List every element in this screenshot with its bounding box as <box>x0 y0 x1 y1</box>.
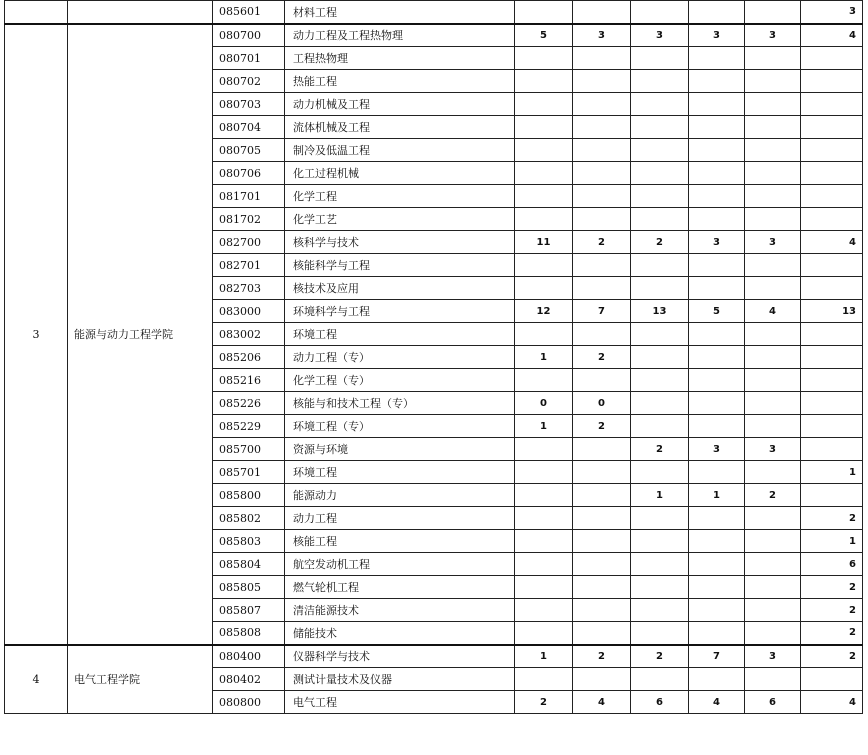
count-cell <box>745 116 801 139</box>
count-cell: 7 <box>689 645 745 668</box>
major-name-cell: 航空发动机工程 <box>285 553 515 576</box>
count-cell <box>745 392 801 415</box>
count-cell <box>573 162 631 185</box>
major-code-cell: 080701 <box>213 47 285 70</box>
count-cell <box>573 461 631 484</box>
count-cell <box>689 162 745 185</box>
count-cell <box>689 461 745 484</box>
major-code-cell: 085601 <box>213 1 285 24</box>
major-name-cell: 仪器科学与技术 <box>285 645 515 668</box>
count-cell <box>573 622 631 645</box>
count-cell <box>515 185 573 208</box>
major-name-cell: 测试计量技术及仪器 <box>285 668 515 691</box>
count-cell: 1 <box>801 530 863 553</box>
count-cell <box>689 277 745 300</box>
count-cell: 3 <box>689 231 745 254</box>
count-cell: 3 <box>631 24 689 47</box>
count-cell <box>573 484 631 507</box>
count-cell <box>745 668 801 691</box>
major-code-cell: 082700 <box>213 231 285 254</box>
count-cell: 12 <box>515 300 573 323</box>
major-code-cell: 085802 <box>213 507 285 530</box>
count-cell <box>801 392 863 415</box>
count-cell: 0 <box>515 392 573 415</box>
count-cell <box>573 576 631 599</box>
count-cell <box>689 576 745 599</box>
count-cell <box>689 208 745 231</box>
count-cell: 2 <box>801 645 863 668</box>
count-cell: 6 <box>801 553 863 576</box>
count-cell: 1 <box>689 484 745 507</box>
count-cell <box>515 622 573 645</box>
major-code-cell: 080706 <box>213 162 285 185</box>
count-cell <box>631 346 689 369</box>
count-cell <box>573 599 631 622</box>
count-cell <box>573 553 631 576</box>
count-cell <box>515 461 573 484</box>
count-cell <box>573 70 631 93</box>
count-cell <box>745 346 801 369</box>
major-code-cell: 085800 <box>213 484 285 507</box>
count-cell <box>631 47 689 70</box>
count-cell: 13 <box>801 300 863 323</box>
count-cell <box>689 415 745 438</box>
count-cell <box>689 530 745 553</box>
count-cell <box>515 484 573 507</box>
count-cell <box>515 1 573 24</box>
college-index-cell <box>5 1 68 24</box>
count-cell: 5 <box>515 24 573 47</box>
table-body <box>5 1 863 714</box>
count-cell: 2 <box>631 645 689 668</box>
count-cell <box>515 599 573 622</box>
major-code-cell: 085808 <box>213 622 285 645</box>
count-cell: 2 <box>631 438 689 461</box>
count-cell <box>631 392 689 415</box>
count-cell: 4 <box>745 300 801 323</box>
count-cell: 7 <box>573 300 631 323</box>
major-code-cell: 085804 <box>213 553 285 576</box>
major-code-cell: 080705 <box>213 139 285 162</box>
count-cell <box>515 70 573 93</box>
count-cell <box>631 70 689 93</box>
count-cell: 1 <box>515 346 573 369</box>
count-cell: 4 <box>801 231 863 254</box>
count-cell <box>689 507 745 530</box>
count-cell <box>631 530 689 553</box>
enrollment-table <box>4 0 863 714</box>
count-cell <box>515 507 573 530</box>
count-cell <box>631 622 689 645</box>
count-cell <box>745 162 801 185</box>
count-cell <box>573 93 631 116</box>
count-cell <box>631 553 689 576</box>
major-code-cell: 085216 <box>213 369 285 392</box>
count-cell <box>689 185 745 208</box>
count-cell <box>573 208 631 231</box>
count-cell <box>515 254 573 277</box>
count-cell <box>515 369 573 392</box>
count-cell: 6 <box>631 691 689 714</box>
count-cell <box>573 668 631 691</box>
count-cell: 2 <box>801 576 863 599</box>
count-cell <box>689 369 745 392</box>
major-code-cell: 083002 <box>213 323 285 346</box>
count-cell: 4 <box>801 24 863 47</box>
major-name-cell: 环境工程 <box>285 323 515 346</box>
count-cell <box>689 139 745 162</box>
count-cell <box>801 438 863 461</box>
count-cell: 2 <box>573 645 631 668</box>
count-cell <box>689 323 745 346</box>
count-cell <box>745 47 801 70</box>
major-name-cell: 电气工程 <box>285 691 515 714</box>
count-cell <box>689 553 745 576</box>
count-cell <box>745 622 801 645</box>
count-cell <box>801 162 863 185</box>
count-cell <box>631 668 689 691</box>
count-cell <box>745 553 801 576</box>
table-row <box>5 24 863 47</box>
college-index-cell: 4 <box>5 645 68 714</box>
count-cell <box>573 507 631 530</box>
count-cell: 1 <box>515 415 573 438</box>
count-cell <box>801 369 863 392</box>
count-cell <box>515 139 573 162</box>
count-cell: 3 <box>745 231 801 254</box>
count-cell <box>573 254 631 277</box>
count-cell <box>801 484 863 507</box>
count-cell: 3 <box>745 24 801 47</box>
college-name-cell: 电气工程学院 <box>68 645 213 714</box>
count-cell <box>745 599 801 622</box>
count-cell <box>689 599 745 622</box>
count-cell <box>515 277 573 300</box>
count-cell <box>573 185 631 208</box>
count-cell <box>801 254 863 277</box>
major-name-cell: 动力机械及工程 <box>285 93 515 116</box>
count-cell <box>515 530 573 553</box>
major-code-cell: 080702 <box>213 70 285 93</box>
major-code-cell: 085206 <box>213 346 285 369</box>
count-cell <box>689 392 745 415</box>
count-cell <box>801 323 863 346</box>
count-cell <box>745 530 801 553</box>
count-cell: 11 <box>515 231 573 254</box>
count-cell <box>515 668 573 691</box>
major-code-cell: 082701 <box>213 254 285 277</box>
major-code-cell: 085226 <box>213 392 285 415</box>
count-cell: 4 <box>573 691 631 714</box>
major-code-cell: 085803 <box>213 530 285 553</box>
count-cell <box>801 185 863 208</box>
major-name-cell: 化学工艺 <box>285 208 515 231</box>
major-name-cell: 环境工程（专） <box>285 415 515 438</box>
count-cell <box>631 369 689 392</box>
major-name-cell: 化学工程 <box>285 185 515 208</box>
major-name-cell: 动力工程 <box>285 507 515 530</box>
count-cell <box>631 461 689 484</box>
count-cell: 2 <box>801 599 863 622</box>
major-code-cell: 085700 <box>213 438 285 461</box>
count-cell: 2 <box>745 484 801 507</box>
count-cell <box>745 369 801 392</box>
college-name-cell: 能源与动力工程学院 <box>68 24 213 645</box>
count-cell <box>745 185 801 208</box>
major-code-cell: 081701 <box>213 185 285 208</box>
count-cell: 1 <box>631 484 689 507</box>
count-cell <box>689 47 745 70</box>
major-code-cell: 080400 <box>213 645 285 668</box>
major-code-cell: 080402 <box>213 668 285 691</box>
count-cell <box>745 139 801 162</box>
count-cell <box>801 415 863 438</box>
count-cell <box>745 208 801 231</box>
major-name-cell: 核科学与技术 <box>285 231 515 254</box>
major-code-cell: 080703 <box>213 93 285 116</box>
count-cell: 1 <box>515 645 573 668</box>
count-cell <box>515 576 573 599</box>
count-cell <box>689 622 745 645</box>
count-cell <box>515 553 573 576</box>
major-name-cell: 化工过程机械 <box>285 162 515 185</box>
count-cell <box>631 162 689 185</box>
count-cell <box>515 116 573 139</box>
count-cell <box>573 116 631 139</box>
major-name-cell: 储能技术 <box>285 622 515 645</box>
major-code-cell: 085229 <box>213 415 285 438</box>
count-cell <box>631 576 689 599</box>
count-cell: 3 <box>745 438 801 461</box>
count-cell <box>631 116 689 139</box>
count-cell <box>573 438 631 461</box>
major-name-cell: 核技术及应用 <box>285 277 515 300</box>
major-code-cell: 080800 <box>213 691 285 714</box>
count-cell: 5 <box>689 300 745 323</box>
count-cell <box>515 208 573 231</box>
count-cell <box>515 47 573 70</box>
count-cell: 4 <box>801 691 863 714</box>
table-row <box>5 645 863 668</box>
count-cell: 2 <box>801 622 863 645</box>
count-cell <box>689 1 745 24</box>
major-name-cell: 制冷及低温工程 <box>285 139 515 162</box>
count-cell <box>631 185 689 208</box>
major-code-cell: 085701 <box>213 461 285 484</box>
count-cell <box>631 1 689 24</box>
college-name-cell <box>68 1 213 24</box>
count-cell <box>801 47 863 70</box>
count-cell <box>631 415 689 438</box>
count-cell <box>631 507 689 530</box>
major-name-cell: 工程热物理 <box>285 47 515 70</box>
count-cell <box>801 139 863 162</box>
count-cell <box>689 668 745 691</box>
major-name-cell: 热能工程 <box>285 70 515 93</box>
major-code-cell: 085805 <box>213 576 285 599</box>
count-cell <box>631 254 689 277</box>
count-cell: 2 <box>631 231 689 254</box>
major-name-cell: 核能与和技术工程（专） <box>285 392 515 415</box>
college-index-cell: 3 <box>5 24 68 645</box>
count-cell: 3 <box>745 645 801 668</box>
count-cell <box>745 576 801 599</box>
major-name-cell: 环境科学与工程 <box>285 300 515 323</box>
table-row <box>5 1 863 24</box>
major-name-cell: 资源与环境 <box>285 438 515 461</box>
major-name-cell: 流体机械及工程 <box>285 116 515 139</box>
count-cell <box>515 93 573 116</box>
count-cell <box>573 277 631 300</box>
count-cell <box>745 93 801 116</box>
count-cell <box>689 93 745 116</box>
major-name-cell: 化学工程（专） <box>285 369 515 392</box>
major-name-cell: 动力工程及工程热物理 <box>285 24 515 47</box>
major-name-cell: 清洁能源技术 <box>285 599 515 622</box>
count-cell <box>631 139 689 162</box>
major-name-cell: 核能科学与工程 <box>285 254 515 277</box>
count-cell: 3 <box>689 438 745 461</box>
count-cell <box>631 277 689 300</box>
count-cell: 1 <box>801 461 863 484</box>
count-cell: 2 <box>573 346 631 369</box>
count-cell <box>573 47 631 70</box>
count-cell <box>631 208 689 231</box>
count-cell <box>631 93 689 116</box>
major-code-cell: 082703 <box>213 277 285 300</box>
count-cell: 13 <box>631 300 689 323</box>
count-cell <box>689 70 745 93</box>
count-cell <box>745 277 801 300</box>
count-cell <box>801 116 863 139</box>
major-code-cell: 080700 <box>213 24 285 47</box>
count-cell <box>689 116 745 139</box>
count-cell: 2 <box>573 415 631 438</box>
count-cell: 3 <box>801 1 863 24</box>
count-cell <box>515 438 573 461</box>
major-name-cell: 核能工程 <box>285 530 515 553</box>
count-cell: 2 <box>515 691 573 714</box>
major-code-cell: 080704 <box>213 116 285 139</box>
count-cell <box>515 323 573 346</box>
count-cell: 3 <box>573 24 631 47</box>
count-cell: 2 <box>801 507 863 530</box>
major-name-cell: 动力工程（专） <box>285 346 515 369</box>
major-code-cell: 081702 <box>213 208 285 231</box>
major-name-cell: 能源动力 <box>285 484 515 507</box>
count-cell <box>745 1 801 24</box>
major-code-cell: 083000 <box>213 300 285 323</box>
count-cell <box>745 507 801 530</box>
count-cell <box>801 346 863 369</box>
count-cell <box>801 208 863 231</box>
count-cell <box>573 369 631 392</box>
count-cell: 4 <box>689 691 745 714</box>
major-code-cell: 085807 <box>213 599 285 622</box>
count-cell <box>745 254 801 277</box>
count-cell: 0 <box>573 392 631 415</box>
count-cell <box>573 530 631 553</box>
count-cell <box>689 254 745 277</box>
count-cell <box>573 139 631 162</box>
count-cell <box>745 415 801 438</box>
count-cell <box>745 461 801 484</box>
major-name-cell: 燃气轮机工程 <box>285 576 515 599</box>
count-cell <box>631 599 689 622</box>
count-cell: 2 <box>573 231 631 254</box>
count-cell <box>745 70 801 93</box>
count-cell <box>745 323 801 346</box>
count-cell <box>631 323 689 346</box>
count-cell <box>573 323 631 346</box>
count-cell <box>801 70 863 93</box>
count-cell: 3 <box>689 24 745 47</box>
count-cell <box>515 162 573 185</box>
count-cell <box>801 93 863 116</box>
count-cell <box>801 277 863 300</box>
count-cell <box>801 668 863 691</box>
count-cell: 6 <box>745 691 801 714</box>
major-name-cell: 环境工程 <box>285 461 515 484</box>
count-cell <box>573 1 631 24</box>
major-name-cell: 材料工程 <box>285 1 515 24</box>
count-cell <box>689 346 745 369</box>
